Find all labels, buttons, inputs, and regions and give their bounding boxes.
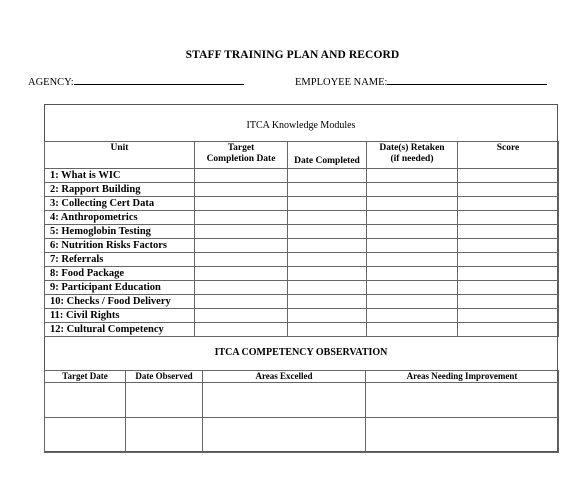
header-date-observed: Date Observed	[126, 371, 203, 383]
target-completion-date-cell[interactable]	[195, 211, 288, 225]
header-dates-retaken: Date(s) Retaken (if needed)	[367, 142, 458, 169]
header-areas-needing-improvement: Areas Needing Improvement	[366, 371, 559, 383]
target-completion-date-cell[interactable]	[195, 295, 288, 309]
module-row	[45, 197, 559, 211]
training-record-frame	[44, 104, 558, 452]
target-completion-date-cell[interactable]	[195, 239, 288, 253]
dates-retaken-cell[interactable]	[367, 169, 458, 183]
areas-needing-improvement-cell[interactable]	[366, 418, 559, 453]
module-unit-label: 1: What is WIC	[45, 169, 195, 183]
module-row	[45, 183, 559, 197]
module-unit-label: 8: Food Package	[45, 267, 195, 281]
date-observed-cell[interactable]	[126, 383, 203, 418]
target-completion-date-cell[interactable]	[195, 267, 288, 281]
dates-retaken-cell[interactable]	[367, 267, 458, 281]
dates-retaken-cell[interactable]	[367, 197, 458, 211]
modules-table-body	[45, 169, 559, 337]
observation-row	[45, 383, 559, 418]
dates-retaken-cell[interactable]	[367, 183, 458, 197]
score-cell[interactable]	[458, 169, 559, 183]
module-unit-label: 11: Civil Rights	[45, 309, 195, 323]
observation-section-title: ITCA COMPETENCY OBSERVATION	[214, 347, 388, 358]
module-unit-label: 12: Cultural Competency	[45, 323, 195, 337]
observation-table	[44, 370, 559, 453]
score-cell[interactable]	[458, 323, 559, 337]
score-cell[interactable]	[458, 295, 559, 309]
date-completed-cell[interactable]	[288, 239, 367, 253]
agency-field	[28, 74, 244, 88]
target-completion-date-cell[interactable]	[195, 197, 288, 211]
dates-retaken-cell[interactable]	[367, 281, 458, 295]
dates-retaken-cell[interactable]	[367, 309, 458, 323]
agency-blank-line[interactable]	[74, 74, 244, 85]
module-unit-label: 10: Checks / Food Delivery	[45, 295, 195, 309]
areas-excelled-cell[interactable]	[203, 383, 366, 418]
observation-row	[45, 418, 559, 453]
module-unit-label: 7: Referrals	[45, 253, 195, 267]
employee-name-label: EMPLOYEE NAME:	[295, 77, 388, 88]
dates-retaken-cell[interactable]	[367, 253, 458, 267]
module-unit-label: 6: Nutrition Risks Factors	[45, 239, 195, 253]
score-cell[interactable]	[458, 239, 559, 253]
score-cell[interactable]	[458, 309, 559, 323]
target-completion-date-cell[interactable]	[195, 169, 288, 183]
score-cell[interactable]	[458, 253, 559, 267]
module-row	[45, 239, 559, 253]
dates-retaken-cell[interactable]	[367, 295, 458, 309]
target-completion-date-cell[interactable]	[195, 323, 288, 337]
dates-retaken-cell[interactable]	[367, 211, 458, 225]
modules-header-row	[45, 142, 559, 169]
score-cell[interactable]	[458, 225, 559, 239]
document-title: STAFF TRAINING PLAN AND RECORD	[185, 49, 400, 61]
date-completed-cell[interactable]	[288, 309, 367, 323]
target-date-cell[interactable]	[45, 383, 126, 418]
date-completed-cell[interactable]	[288, 323, 367, 337]
areas-needing-improvement-cell[interactable]	[366, 383, 559, 418]
date-observed-cell[interactable]	[126, 418, 203, 453]
score-cell[interactable]	[458, 183, 559, 197]
score-cell[interactable]	[458, 281, 559, 295]
date-completed-cell[interactable]	[288, 253, 367, 267]
module-row	[45, 211, 559, 225]
dates-retaken-cell[interactable]	[367, 225, 458, 239]
module-row	[45, 225, 559, 239]
module-row	[45, 253, 559, 267]
areas-excelled-cell[interactable]	[203, 418, 366, 453]
date-completed-cell[interactable]	[288, 281, 367, 295]
module-row	[45, 267, 559, 281]
target-date-cell[interactable]	[45, 418, 126, 453]
module-unit-label: 4: Anthropometrics	[45, 211, 195, 225]
module-unit-label: 9: Participant Education	[45, 281, 195, 295]
employee-name-field	[295, 74, 547, 88]
target-completion-date-cell[interactable]	[195, 309, 288, 323]
modules-table	[44, 141, 559, 337]
date-completed-cell[interactable]	[288, 169, 367, 183]
module-unit-label: 3: Collecting Cert Data	[45, 197, 195, 211]
header-target-date: Target Date	[45, 371, 126, 383]
target-completion-date-cell[interactable]	[195, 281, 288, 295]
module-row	[45, 281, 559, 295]
header-areas-excelled: Areas Excelled	[203, 371, 366, 383]
target-completion-date-cell[interactable]	[195, 183, 288, 197]
module-row	[45, 309, 559, 323]
header-target-completion-date: Target Completion Date	[195, 142, 288, 169]
date-completed-cell[interactable]	[288, 295, 367, 309]
modules-section-title: ITCA Knowledge Modules	[246, 120, 356, 131]
module-row	[45, 323, 559, 337]
date-completed-cell[interactable]	[288, 211, 367, 225]
date-completed-cell[interactable]	[288, 183, 367, 197]
target-completion-date-cell[interactable]	[195, 225, 288, 239]
header-date-completed: Date Completed	[288, 142, 367, 169]
header-unit: Unit	[45, 142, 195, 169]
employee-name-blank-line[interactable]	[387, 74, 547, 85]
score-cell[interactable]	[458, 267, 559, 281]
dates-retaken-cell[interactable]	[367, 239, 458, 253]
date-completed-cell[interactable]	[288, 225, 367, 239]
module-unit-label: 2: Rapport Building	[45, 183, 195, 197]
module-row	[45, 169, 559, 183]
target-completion-date-cell[interactable]	[195, 253, 288, 267]
date-completed-cell[interactable]	[288, 267, 367, 281]
module-unit-label: 5: Hemoglobin Testing	[45, 225, 195, 239]
agency-label: AGENCY:	[28, 77, 74, 88]
score-cell[interactable]	[458, 197, 559, 211]
dates-retaken-cell[interactable]	[367, 323, 458, 337]
score-cell[interactable]	[458, 211, 559, 225]
date-completed-cell[interactable]	[288, 197, 367, 211]
observation-header-row	[45, 371, 559, 383]
header-score: Score	[458, 142, 559, 169]
module-row	[45, 295, 559, 309]
